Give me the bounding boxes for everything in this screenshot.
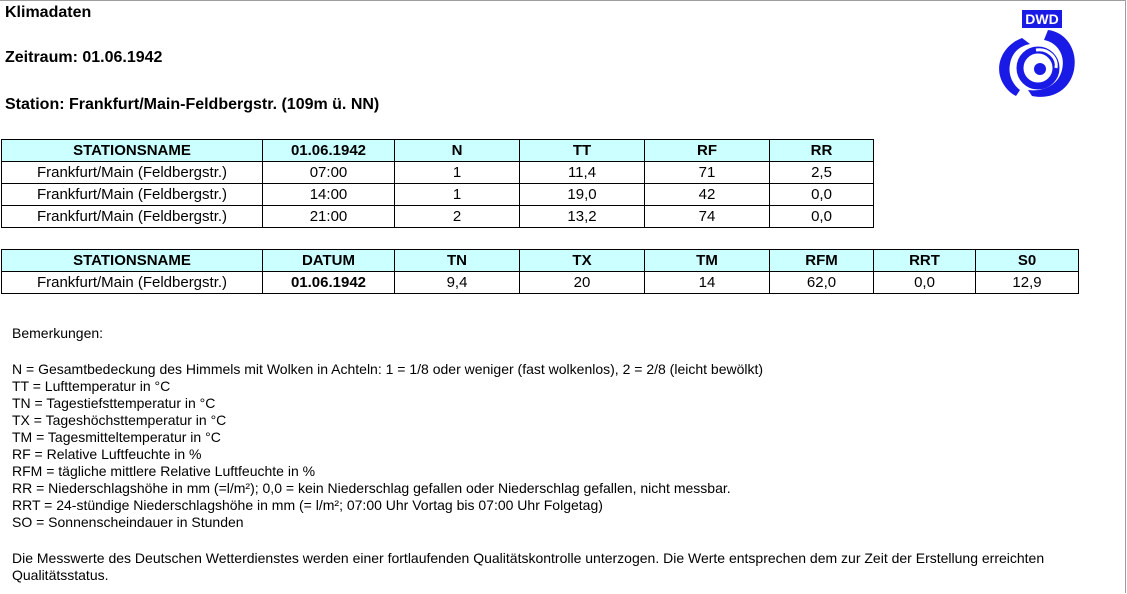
table-cell: 9,4 [395,272,520,294]
table-cell: 13,2 [520,206,645,228]
table-cell: 12,9 [976,272,1079,294]
table-cell: 71 [645,162,770,184]
col-header: STATIONSNAME [2,140,263,162]
col-header: TN [395,250,520,272]
table-cell: 0,0 [874,272,976,294]
table-row [2,184,874,206]
col-header: RRT [874,250,976,272]
table-cell: 19,0 [520,184,645,206]
period-label: Zeitraum: 01.06.1942 [5,49,163,66]
remark-line: SO = Sonnenscheindauer in Stunden [12,514,244,530]
table-cell: Frankfurt/Main (Feldbergstr.) [2,272,263,294]
remark-line: RF = Relative Luftfeuchte in % [12,446,202,462]
table-cell: 0,0 [770,184,874,206]
table-cell: 1 [395,162,520,184]
remarks-heading: Bemerkungen: [12,325,104,341]
remark-line: RR = Niederschlagshöhe in mm (=l/m²); 0,0 = kein Niederschlag gefallen oder Niederschlag gefallen, nicht messbar. [12,480,731,496]
remark-line: TN = Tagestiefsttemperatur in °C [12,395,216,411]
table-header-row [2,140,874,162]
daily-table [1,249,1079,294]
table-cell: 62,0 [770,272,874,294]
table-cell: 21:00 [263,206,395,228]
table-cell: 20 [520,272,645,294]
table-cell: Frankfurt/Main (Feldbergstr.) [2,162,263,184]
col-header: RR [770,140,874,162]
remark-line: TX = Tageshöchsttemperatur in °C [12,412,227,428]
table-row [2,162,874,184]
table-cell: 0,0 [770,206,874,228]
remarks-list [12,361,763,531]
col-header: DATUM [263,250,395,272]
remark-line: TT = Lufttemperatur in °C [12,378,171,394]
table-cell: 11,4 [520,162,645,184]
table-cell: Frankfurt/Main (Feldbergstr.) [2,206,263,228]
table-row [2,272,1079,294]
table-row [2,206,874,228]
col-header: STATIONSNAME [2,250,263,272]
table-cell: 14 [645,272,770,294]
page-title: Klimadaten [5,4,92,21]
col-header: RFM [770,250,874,272]
table-cell: 14:00 [263,184,395,206]
remark-line: TM = Tagesmitteltemperatur in °C [12,429,221,445]
table-cell: 42 [645,184,770,206]
table-cell: 1 [395,184,520,206]
table-cell: 2 [395,206,520,228]
col-header: RF [645,140,770,162]
hourly-table [1,139,874,228]
remark-line: RFM = tägliche mittlere Relative Luftfeuchte in % [12,463,316,479]
dwd-logo-text: DWD [1025,11,1059,27]
table-cell: 01.06.1942 [263,272,395,294]
quality-disclaimer: Die Messwerte des Deutschen Wetterdienstes werden einer fortlaufenden Qualitätskontrolle unterzogen. Die Werte entsprechen dem zur Zeit der Erstellung erreichten Qualitätsstatus. [12,550,1045,583]
col-header: TT [520,140,645,162]
table-cell: 07:00 [263,162,395,184]
station-label: Station: Frankfurt/Main-Feldbergstr. (109m ü. NN) [5,96,380,113]
table-cell: 74 [645,206,770,228]
dwd-logo [992,8,1078,104]
table-header-row [2,250,1079,272]
col-header: 01.06.1942 [263,140,395,162]
table-cell: Frankfurt/Main (Feldbergstr.) [2,184,263,206]
remark-line: RRT = 24-stündige Niederschlagshöhe in mm (= l/m²; 07:00 Uhr Vortag bis 07:00 Uhr Folgetag) [12,497,603,513]
table-cell: 2,5 [770,162,874,184]
col-header: TM [645,250,770,272]
col-header: S0 [976,250,1079,272]
col-header: N [395,140,520,162]
col-header: TX [520,250,645,272]
remark-line: N = Gesamtbedeckung des Himmels mit Wolken in Achteln: 1 = 1/8 oder weniger (fast wolkenlos), 2 = 2/8 (leicht bewölkt) [12,361,764,377]
